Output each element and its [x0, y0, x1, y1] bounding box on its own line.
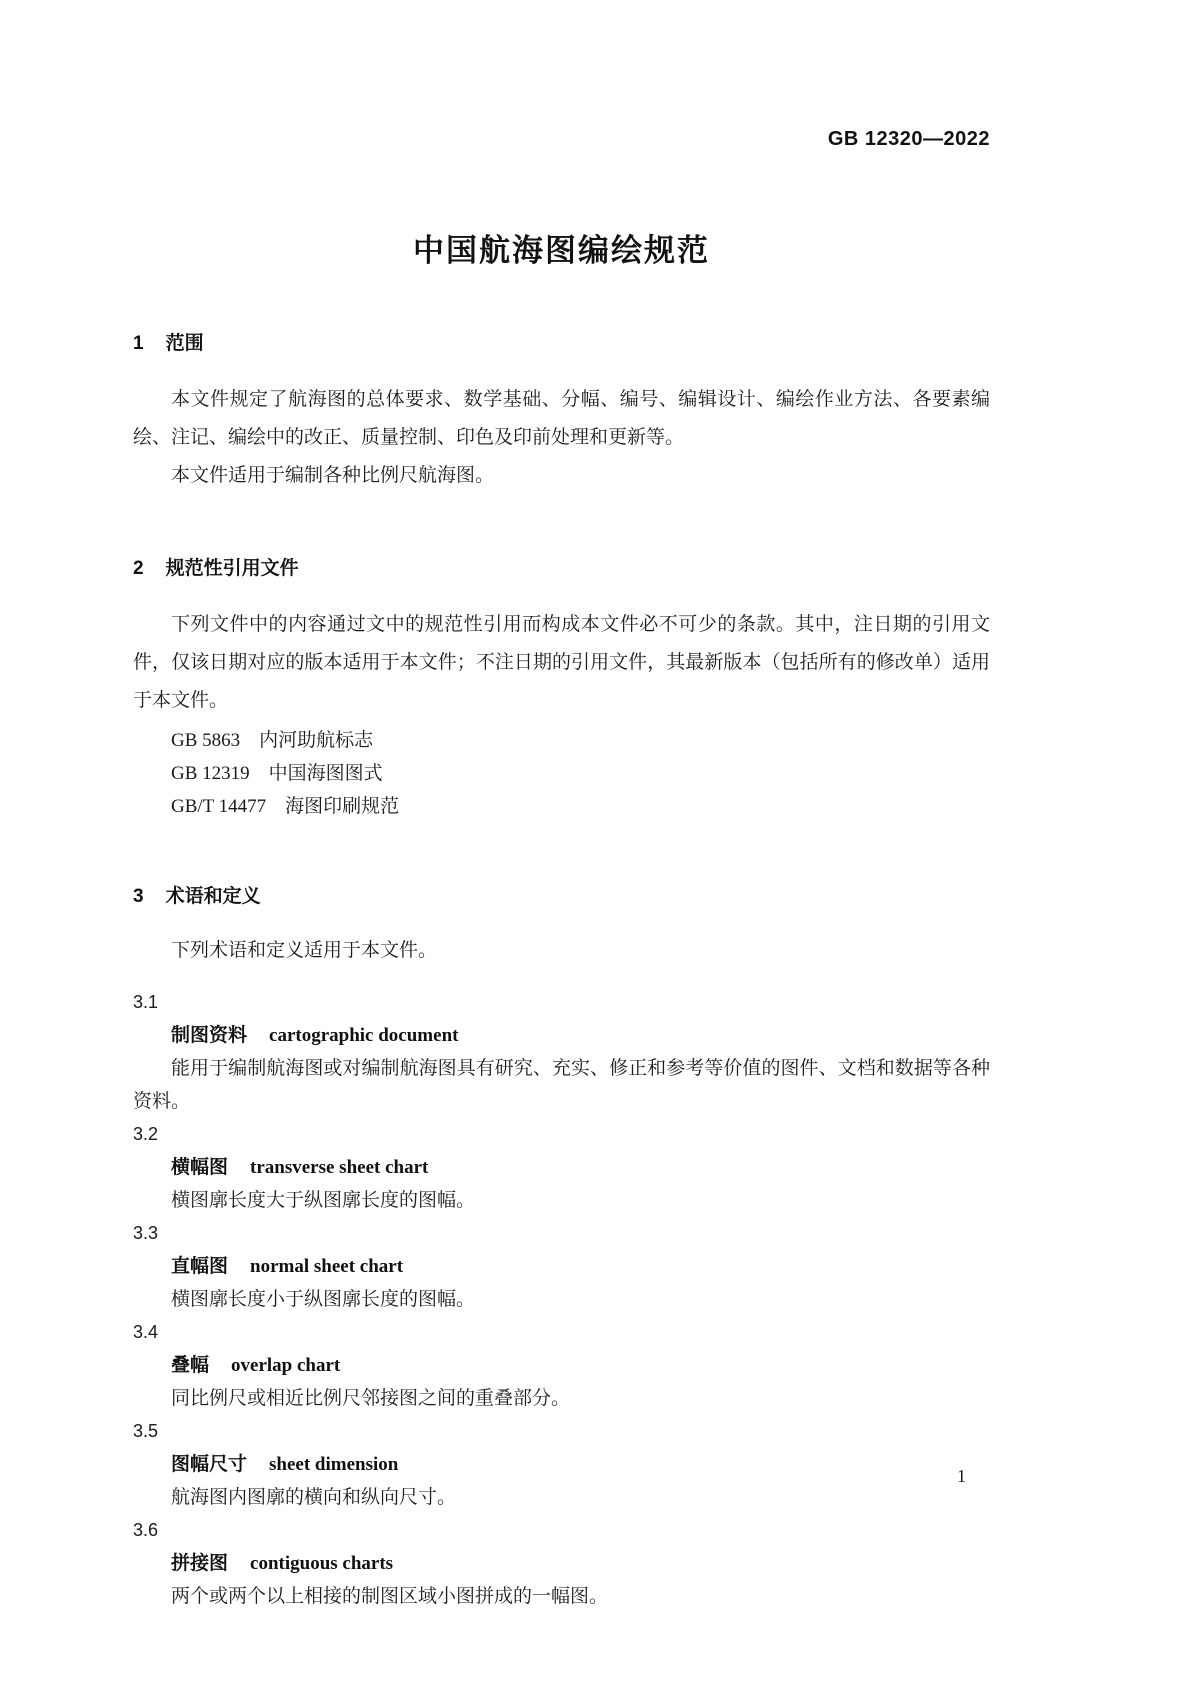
section-1-number: 1 [133, 333, 144, 354]
term-number: 3.6 [133, 1520, 159, 1540]
term-number: 3.2 [133, 1124, 159, 1144]
section-3-title: 术语和定义 [165, 886, 261, 907]
section-3-number: 3 [133, 886, 144, 907]
term-title-line [133, 1349, 990, 1382]
term-title-line [133, 1151, 990, 1184]
term-block [133, 1217, 990, 1316]
term-definition: 同比例尺或相近比例尺邻接图之间的重叠部分。 [171, 1388, 571, 1409]
term-en-label: transverse sheet chart [250, 1157, 429, 1178]
section-1-heading [133, 328, 990, 355]
term-title-line [133, 1448, 990, 1481]
section-1-title: 范围 [165, 333, 204, 354]
terms-list [133, 986, 990, 1613]
term-definition: 横图廓长度大于纵图廓长度的图幅。 [171, 1190, 476, 1211]
term-zh-label: 直幅图 [171, 1256, 229, 1277]
term-title-line [133, 1547, 990, 1580]
section-1-paragraph-1: 本文件规定了航海图的总体要求、数学基础、分幅、编号、编辑设计、编绘作业方法、各要素编绘、注记、编绘中的改正、质量控制、印色及印前处理和更新等。 [133, 389, 990, 448]
term-zh-label: 拼接图 [171, 1553, 229, 1574]
term-en-label: sheet dimension [269, 1454, 399, 1475]
term-number: 3.1 [133, 992, 159, 1012]
reference-item: GB 12319 中国海图图式 [171, 763, 383, 784]
doc-number: GB 12320—2022 [827, 128, 990, 150]
reference-list [133, 724, 990, 823]
document-title: 中国航海图编绘规范 [413, 233, 710, 268]
section-2-number: 2 [133, 558, 144, 579]
term-title-line [133, 1019, 990, 1052]
section-3-heading [133, 881, 990, 908]
term-en-label: overlap chart [231, 1355, 341, 1376]
section-2-heading [133, 553, 990, 580]
term-block [133, 1415, 990, 1514]
section-2-paragraph-1: 下列文件中的内容通过文中的规范性引用而构成本文件必不可少的条款。其中，注日期的引用文件，仅该日期对应的版本适用于本文件；不注日期的引用文件，其最新版本（包括所有的修改单）适用于本文件。 [133, 614, 990, 711]
term-block [133, 1118, 990, 1217]
section-3-intro: 下列术语和定义适用于本文件。 [171, 940, 438, 961]
term-zh-label: 制图资料 [171, 1025, 248, 1046]
reference-item: GB/T 14477 海图印刷规范 [171, 796, 400, 817]
term-definition: 航海图内图廓的横向和纵向尺寸。 [171, 1487, 457, 1508]
term-number: 3.5 [133, 1421, 159, 1441]
term-definition: 横图廓长度小于纵图廓长度的图幅。 [171, 1289, 476, 1310]
term-title-line [133, 1250, 990, 1283]
page-number: 1 [957, 1466, 966, 1486]
term-definition: 能用于编制航海图或对编制航海图具有研究、充实、修正和参考等价值的图件、文档和数据等各种资料。 [133, 1058, 990, 1112]
section-1-paragraph-2: 本文件适用于编制各种比例尺航海图。 [171, 465, 495, 486]
term-block [133, 1514, 990, 1613]
term-en-label: contiguous charts [250, 1553, 394, 1574]
term-en-label: normal sheet chart [250, 1256, 404, 1277]
term-en-label: cartographic document [269, 1025, 459, 1046]
term-number: 3.3 [133, 1223, 159, 1243]
term-definition: 两个或两个以上相接的制图区域小图拼成的一幅图。 [171, 1586, 609, 1607]
term-zh-label: 叠幅 [171, 1355, 210, 1376]
term-block [133, 986, 990, 1118]
term-block [133, 1316, 990, 1415]
term-number: 3.4 [133, 1322, 159, 1342]
term-zh-label: 图幅尺寸 [171, 1454, 248, 1475]
reference-item: GB 5863 内河助航标志 [171, 730, 374, 751]
section-2-title: 规范性引用文件 [165, 558, 299, 579]
term-zh-label: 横幅图 [171, 1157, 229, 1178]
